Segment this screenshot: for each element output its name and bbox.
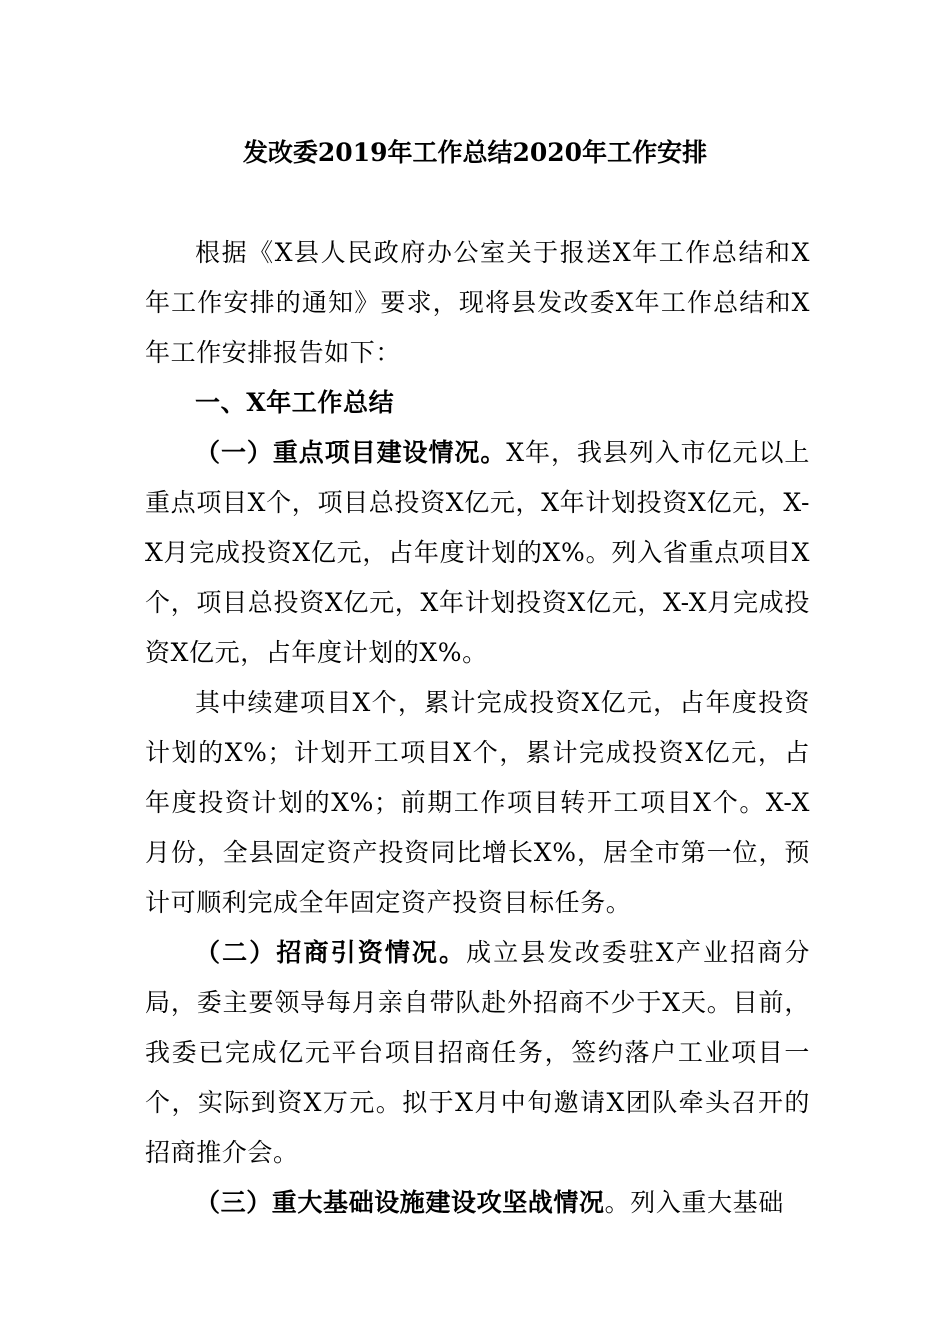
intro-paragraph: 根据《X县人民政府办公室关于报送X年工作总结和X年工作安排的通知》要求，现将县发改委X年工作总结和X年工作安排报告如下： (145, 238, 810, 367)
document-title: 发改委2019年工作总结2020年工作安排 (242, 138, 708, 167)
paragraph-investment-text: 成立县发改委驻X产业招商分局，委主要领导每月亲自带队赴外招商不少于X天。目前，我委已完成亿元平台项目招商任务，签约落户工业项目一个，实际到资X万元。拟于X月中旬邀请X团队牵头召开的招商推介会。 (145, 938, 810, 1167)
section-heading: 一、X年工作总结 (195, 388, 395, 417)
paragraph-ongoing-projects: 其中续建项目X个，累计完成投资X亿元，占年度投资计划的X%；计划开工项目X个，累计完成投资X亿元，占年度投资计划的X%；前期工作项目转开工项目X个。X-X月份，全县固定资产投资同比增长X%，居全市第一位，预计可顺利完成全年固定资产投资目标任务。 (145, 688, 810, 917)
paragraph-infrastructure-text: 。列入重大基础 (604, 1188, 784, 1217)
paragraph-key-projects (145, 428, 810, 678)
paragraph-key-projects-label: （一）重点项目建设情况。 (195, 438, 507, 467)
paragraph-key-projects-text: X年，我县列入市亿元以上重点项目X个，项目总投资X亿元，X年计划投资X亿元，X-X月完成投资X亿元，占年度计划的X%。列入省重点项目X个，项目总投资X亿元，X年计划投资X亿元，X-X月完成投资X亿元，占年度计划的X%。 (145, 438, 811, 667)
paragraph-infrastructure-label: （三）重大基础设施建设攻坚战情况 (195, 1188, 605, 1217)
paragraph-investment (145, 928, 810, 1178)
paragraph-infrastructure (145, 1178, 810, 1228)
paragraph-investment-label: （二）招商引资情况。 (195, 938, 467, 967)
document-body (145, 228, 810, 1228)
